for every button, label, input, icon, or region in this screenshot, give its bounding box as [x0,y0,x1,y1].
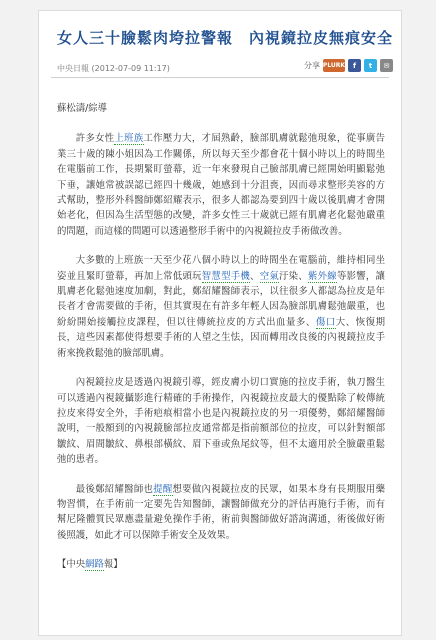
paragraph-2 [57,253,385,361]
keyword-link-uv[interactable]: 紫外線 [307,270,337,282]
share-bar [304,59,393,72]
keyword-link-wound[interactable]: 傷口 [315,316,336,328]
article-title: 女人三十臉鬆肉垮拉警報 內視鏡拉皮無痕安全 [57,29,394,47]
plurk-share-icon[interactable]: PLURK [323,59,345,72]
footer-text: 【中央 [57,559,86,571]
facebook-share-icon[interactable]: f [348,59,361,72]
article-reporter: 蘇松濤/綜導 [57,103,108,114]
footer-text: 報】 [103,559,123,571]
keyword-link-network[interactable]: 網路 [85,559,104,571]
paragraph-text: 許多女性 [75,133,115,145]
article-page [38,10,402,636]
keyword-link-smartphone[interactable]: 智慧型手機 [201,270,251,282]
paragraph-text: 汙染、 [279,270,308,282]
article-source-date: 中央日報 (2012-07-09 11:17) [57,64,170,73]
twitter-share-icon[interactable]: t [364,59,377,72]
paragraph-text: 大、恢復期長，這些因素都使得想要手術的人望之生怯，因而轉用改良後的內視鏡拉皮手術來挽救鬆弛的臉部肌膚。 [57,316,385,359]
paragraph-text: 最後鄭紹耀醫師也 [75,483,154,495]
article-body [57,101,385,573]
share-label: 分享 [304,61,320,70]
keyword-link-remind[interactable]: 提醒 [153,483,173,495]
header-divider [51,77,389,78]
paragraph-text: 內視鏡拉皮是透過內視鏡引導，經皮膚小切口實施的拉皮手術，執刀醫生可以透過內視鏡攝影進行精確的手術操作，內視鏡拉皮最大的優點除了較傳統拉皮來得安全外，手術疤痕相當小也是內視鏡拉皮的另一項優勢，鄭紹耀醫師說明，一般額到的內視鏡臉部拉皮通常都是指前額部位的拉皮，可以針對額部皺紋、眉間皺紋、鼻根部橫紋、眉下垂或魚尾紋等，但不太適用於全臉嚴重鬆弛的患者。 [57,377,385,466]
paragraph-text: 工作壓力大，才屆熟齡，臉部肌膚就鬆弛現象，從事廣告業三十歲的陳小姐因為工作關係，所以每天至少都會花十個小時以上的時間坐在電腦前工作，長期緊盯螢幕，近一年來發現自己臉部肌膚已經開始明顯鬆弛下垂，讓她常被誤認已經四十幾歲，她感到十分沮喪，因而尋求整形美容的方式幫助，整形外科醫師鄭紹耀表示，很多人都認為要到四十歲以後肌膚才會開始老化，但因為生活型態的改變，許多女性三十歲就已經有肌膚老化鬆弛嚴重的問題，而這樣的問題可以透過整形手術中的內視鏡拉皮手術做改善。 [57,133,385,237]
article-source-footer [57,557,385,572]
paragraph-3 [57,375,385,467]
keyword-link-air[interactable]: 空氣 [259,270,280,282]
paragraph-text: 想要做內視鏡拉皮的民眾，如果本身有長期服用藥物習慣，在手術前一定要先告知醫師，讓醫師做充分的評估再施行手術，而有幫尼隆體質民眾應盡量避免操作手術，術前與醫師做好諮詢溝通，術後做好術後照護，如此才可以保障手術安全及效果。 [57,483,385,541]
paragraph-text: 大多數的上班族一天至少花八個小時以上的時間坐在電腦前，維持相同坐姿並且緊盯螢幕，再加上常低頭玩 [57,255,385,282]
paragraph-1 [57,131,385,239]
paragraph-text: 等影響，讓肌膚老化鬆弛速度加劇，對此，鄭紹耀醫師表示，以往很多人都認為拉皮是年長者才會需要做的手術，但其實現在有許多年輕人因為臉部肌膚鬆弛嚴重，也紛紛開始接觸拉皮課程，但以往傳統拉皮的方式出血量多、 [57,270,385,328]
email-share-icon[interactable]: ✉ [380,59,393,72]
paragraph-text: 、 [250,270,260,282]
keyword-link-office-worker[interactable]: 上班族 [114,133,144,145]
paragraph-4 [57,482,385,544]
